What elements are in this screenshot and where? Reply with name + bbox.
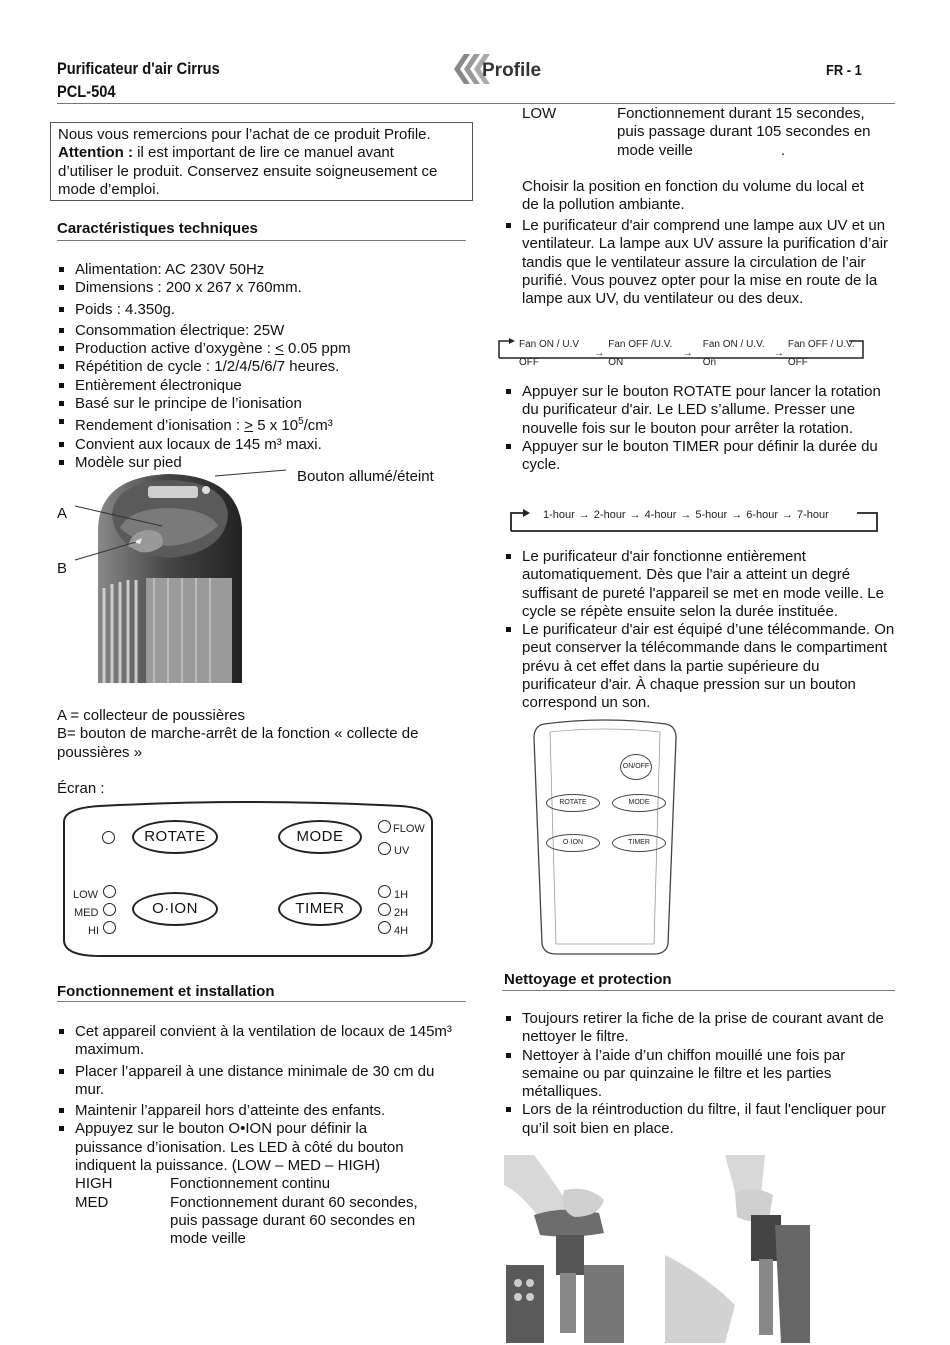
low-label: LOW: [73, 889, 99, 901]
rotate-led: [102, 831, 115, 844]
operation-list: [57, 1023, 465, 1249]
page-number: FR - 1: [826, 62, 862, 79]
med-row: MED Fonctionnement durant 60 secondes, puis passage durant 60 secondes en mode veille: [75, 1193, 418, 1248]
label-a: A: [57, 505, 68, 522]
mode-seq-step: Fan ON / U.V. On: [702, 339, 765, 369]
filter-insertion-photo: [665, 1155, 810, 1343]
timer-seq-step: 1-hour: [543, 509, 575, 521]
mode-seq-step: Fan OFF / U.V. OFF: [787, 339, 855, 369]
mode-seq-step: Fan ON / U.V OFF: [519, 339, 580, 369]
remote-timer-button[interactable]: TIMER: [612, 834, 666, 852]
legend-a: A = collecteur de poussières: [57, 707, 246, 724]
mode-sequence-diagram: Fan ON / U.V OFF → Fan OFF /U.V. ON → Fan ON / U.V. On → Fan OFF / U.V. OFF: [497, 334, 865, 360]
document-title: [57, 57, 220, 103]
power-button-label: Bouton allumé/éteint: [297, 468, 434, 485]
mode-button[interactable]: MODE: [278, 820, 362, 854]
timer-seq-step: 6-hour: [746, 509, 778, 521]
figure-legend: [57, 707, 477, 798]
timer-seq-step: 4-hour: [644, 509, 677, 521]
operation-item: Placer l’appareil à une distance minimale de 30 cm du mur.: [57, 1063, 465, 1100]
remote-item: Le purificateur d'air est équipé d’une télécommande. On peut conserver la télécommande dans le compartiment prévu à cet effet dans la partie supérieure du purificateur d'air. À chaque pression sur un bouton correspond un son.: [504, 621, 896, 712]
intro-line-1: Nous vous remercions pour l’achat de ce produit Profile.: [58, 126, 431, 143]
mode-seq-step: Fan OFF /U.V. ON: [608, 339, 673, 369]
low-led: [103, 885, 116, 898]
operation-item: Maintenir l’appareil hors d’atteinte des enfants.: [57, 1102, 465, 1120]
1h-label: 1H: [394, 889, 409, 901]
filter-removal-photo: [504, 1155, 654, 1343]
uv-label: UV: [394, 845, 410, 857]
flow-label: FLOW: [393, 823, 425, 835]
2h-led: [378, 903, 391, 916]
auto-remote-list: [504, 548, 896, 713]
cleaning-item: Nettoyer à l’aide d’un chiffon mouillé une fois par semaine ou par quinzaine le filtre et les parties métalliques.: [504, 1047, 896, 1102]
timer-seq-step: 2-hour: [593, 509, 626, 521]
spec-item: Convient aux locaux de 145 m³ maxi.: [57, 436, 467, 454]
screen-label: Écran :: [57, 779, 105, 797]
rotate-timer-list: [504, 383, 896, 474]
spec-item: Répétition de cycle : 1/2/4/5/6/7 heures.: [57, 358, 467, 376]
spec-item: Alimentation: AC 230V 50Hz: [57, 261, 467, 279]
timer-seq-step: 5-hour: [695, 509, 728, 521]
specs-list: [57, 261, 467, 472]
spec-item: Consommation électrique: 25W: [57, 322, 467, 340]
intro-line-3: d’utiliser le produit. Conservez ensuite soigneusement ce: [58, 162, 438, 180]
attention-label: Attention :: [58, 144, 133, 162]
rotate-button[interactable]: ROTATE: [132, 820, 218, 854]
spec-item-ionisation: Rendement d’ionisation : > 5 x $10^5$/cm³: [57, 413, 467, 435]
legend-b-line-1: B= bouton de marche-arrêt de la fonction « collecte de: [57, 725, 419, 743]
title-line-1: Purificateur d'air Cirrus: [57, 59, 220, 78]
uv-item: Le purificateur d'air comprend une lampe aux UV et un ventilateur. La lampe aux UV assure la purification d’air tandis que le ventilateur assure la circulation de l’air purifié. Vous pouvez opter pour la mise en route de la lampe aux UV, du ventilateur ou des deux.: [504, 217, 894, 308]
hi-label: HI: [88, 925, 99, 937]
rotate-item: Appuyer sur le bouton ROTATE pour lancer la rotation du purificateur d'air. Le LED s’allume. Presser une nouvelle fois sur le bouton pour arrêter la rotation.: [504, 383, 896, 438]
spec-item: Poids : 4.350g.: [57, 301, 467, 319]
profile-logo: [446, 50, 550, 88]
med-led: [103, 903, 116, 916]
operation-heading: Fonctionnement et installation: [57, 983, 275, 1000]
title-line-2: PCL-504: [57, 82, 116, 101]
1h-led: [378, 885, 391, 898]
spec-item: Entièrement électronique: [57, 377, 467, 395]
spec-item: Basé sur le principe de l’ionisation: [57, 395, 467, 413]
device-illustration: [70, 468, 300, 683]
flow-led: [378, 820, 391, 833]
cleaning-item: Toujours retirer la fiche de la prise de courant avant de nettoyer le filtre.: [504, 1010, 896, 1047]
legend-b-line-2: poussières »: [57, 743, 143, 761]
cleaning-heading: Nettoyage et protection: [504, 971, 672, 988]
2h-label: 2H: [394, 907, 409, 919]
cleaning-rule: [502, 990, 895, 991]
oion-button[interactable]: O·ION: [132, 892, 218, 926]
spec-item: Dimensions : 200 x 267 x 760mm.: [57, 279, 467, 297]
spec-item: Modèle sur pied: [57, 454, 467, 472]
remote-rotate-button[interactable]: ROTATE: [546, 794, 600, 812]
specs-heading: Caractéristiques techniques: [57, 220, 258, 237]
logo-text: Profile: [482, 60, 542, 81]
timer-sequence-diagram: 1-hour → 2-hour → 4-hour → 5-hour → 6-hour → 7-hour: [509, 505, 881, 533]
intro-box: [50, 122, 473, 201]
high-row: HIGH Fonctionnement continu: [75, 1175, 331, 1193]
intro-line-4: mode d’emploi.: [58, 180, 160, 198]
remote-onoff-button[interactable]: ON/OFF: [620, 754, 652, 780]
uv-led: [378, 842, 391, 855]
remote-mode-button[interactable]: MODE: [612, 794, 666, 812]
intro-line-2: Attention : il est important de lire ce manuel avant: [58, 144, 394, 162]
header-rule: [57, 103, 895, 104]
choose-position-text: Choisir la position en fonction du volume du local et de la pollution ambiante.: [522, 178, 864, 214]
timer-item: Appuyer sur le bouton TIMER pour définir la durée du cycle.: [504, 438, 896, 475]
specs-rule: [57, 240, 466, 241]
remote-oion-button[interactable]: O·ION: [546, 834, 600, 852]
spec-item-oxygen: Production active d’oxygène : < 0.05 ppm: [57, 340, 467, 358]
label-b: B: [57, 560, 68, 577]
cleaning-item: Lors de la réintroduction du filtre, il faut l'encliquer pour qu’il soit bien en place.: [504, 1101, 896, 1138]
4h-label: 4H: [394, 925, 409, 937]
remote-control-illustration: [530, 718, 680, 958]
operation-item-ion: Appuyez sur le bouton O•ION pour définir la puissance d’ionisation. Les LED à côté du bouton indiquent la puissance. (LOW – MED – HIGH) HIGH Fonctionnement continu MED Fonctionnement durant 60 secondes, puis passage durant 60 secondes en mode veille: [57, 1120, 465, 1248]
hi-led: [103, 921, 116, 934]
cleaning-list: [504, 1010, 896, 1138]
control-panel-diagram: [60, 800, 435, 960]
operation-rule: [57, 1001, 466, 1002]
timer-button[interactable]: TIMER: [278, 892, 362, 926]
uv-list: [504, 217, 894, 308]
timer-seq-step: 7-hour: [796, 509, 829, 521]
med-label: MED: [74, 907, 99, 919]
4h-led: [378, 921, 391, 934]
operation-item: Cet appareil convient à la ventilation de locaux de 145m³ maximum.: [57, 1023, 465, 1060]
auto-item: Le purificateur d'air fonctionne entièrement automatiquement. Dès que l'air a atteint un degré suffisant de pureté l'appareil se met en mode veille. Le cycle se répète ensuite selon la durée instituée.: [504, 548, 896, 621]
low-row: LOW Fonctionnement durant 15 secondes, puis passage durant 105 secondes en mode veille .: [522, 105, 871, 159]
